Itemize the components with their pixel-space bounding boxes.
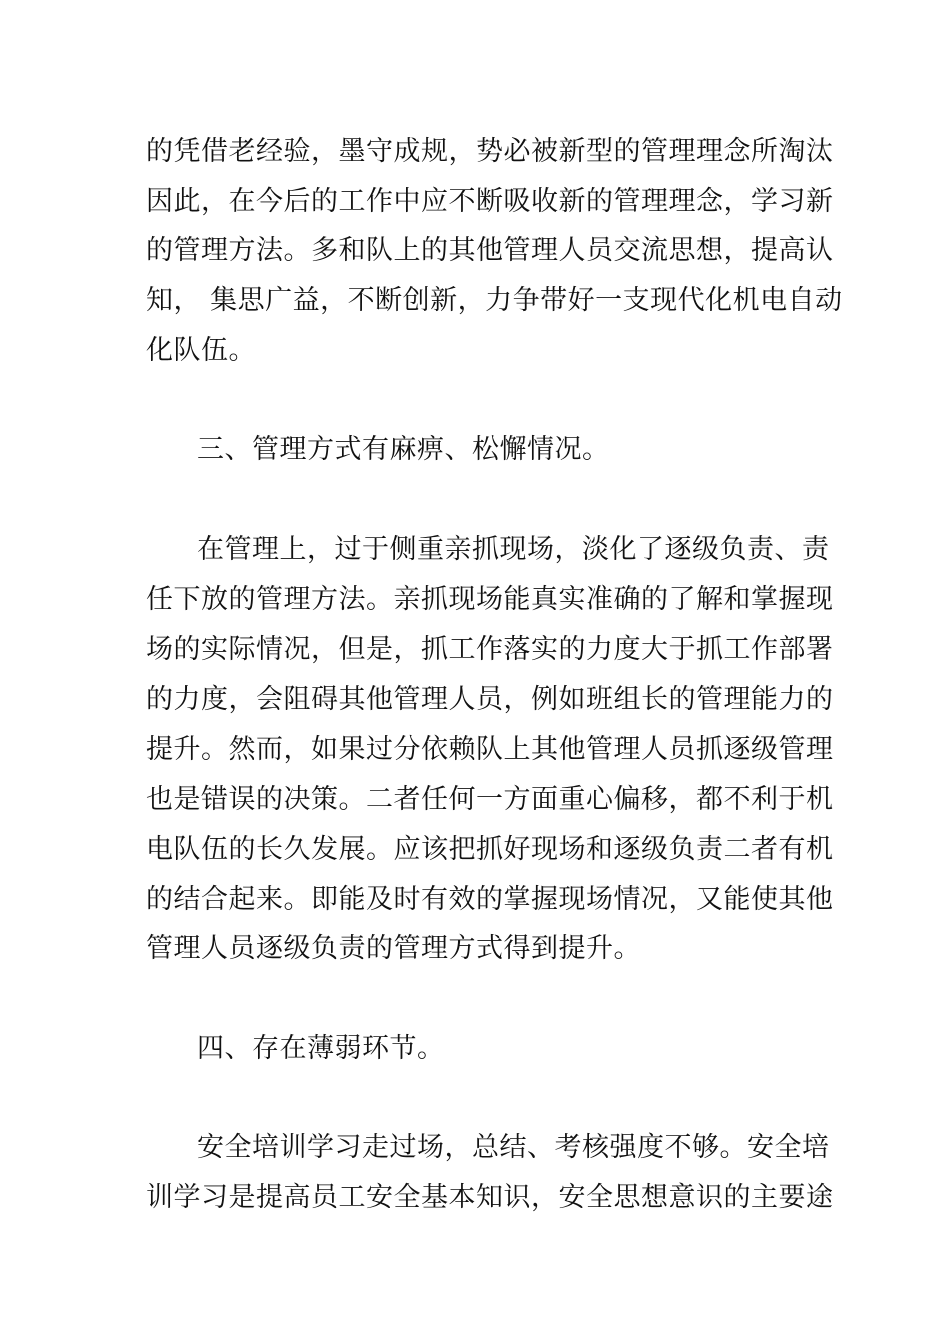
paragraph-line: 训学习是提高员工安全基本知识，安全思想意识的主要途	[146, 1182, 834, 1213]
paragraph-line: 因此，在今后的工作中应不断吸收新的管理理念，学习新	[146, 186, 834, 217]
section-heading: 四、存在薄弱环节。	[197, 1033, 445, 1064]
paragraph-line: 的凭借老经验，墨守成规，势必被新型的管理理念所淘汰	[146, 136, 834, 167]
paragraph-line: 电队伍的长久发展。应该把抓好现场和逐级负责二者有机	[146, 834, 834, 865]
paragraph-line: 的管理方法。多和队上的其他管理人员交流思想，提高认	[146, 235, 834, 266]
paragraph-line: 安全培训学习走过场，总结、考核强度不够。安全培	[197, 1132, 830, 1163]
paragraph-line: 提升。然而，如果过分依赖队上其他管理人员抓逐级管理	[146, 734, 834, 765]
paragraph-line: 任下放的管理方法。亲抓现场能真实准确的了解和掌握现	[146, 584, 834, 615]
section-heading: 三、管理方式有麻痹、松懈情况。	[197, 434, 610, 465]
paragraph-line: 也是错误的决策。二者任何一方面重心偏移，都不利于机	[146, 784, 834, 815]
paragraph-line: 知， 集思广益，不断创新，力争带好一支现代化机电自动	[146, 285, 843, 316]
paragraph-line: 在管理上，过于侧重亲抓现场，淡化了逐级负责、责	[197, 534, 830, 565]
paragraph-line: 化队伍。	[146, 335, 256, 366]
paragraph-line: 场的实际情况，但是，抓工作落实的力度大于抓工作部署	[146, 634, 834, 665]
paragraph-line: 的结合起来。即能及时有效的掌握现场情况，又能使其他	[146, 884, 834, 915]
paragraph-line: 的力度，会阻碍其他管理人员，例如班组长的管理能力的	[146, 684, 834, 715]
paragraph-line: 管理人员逐级负责的管理方式得到提升。	[146, 933, 641, 964]
